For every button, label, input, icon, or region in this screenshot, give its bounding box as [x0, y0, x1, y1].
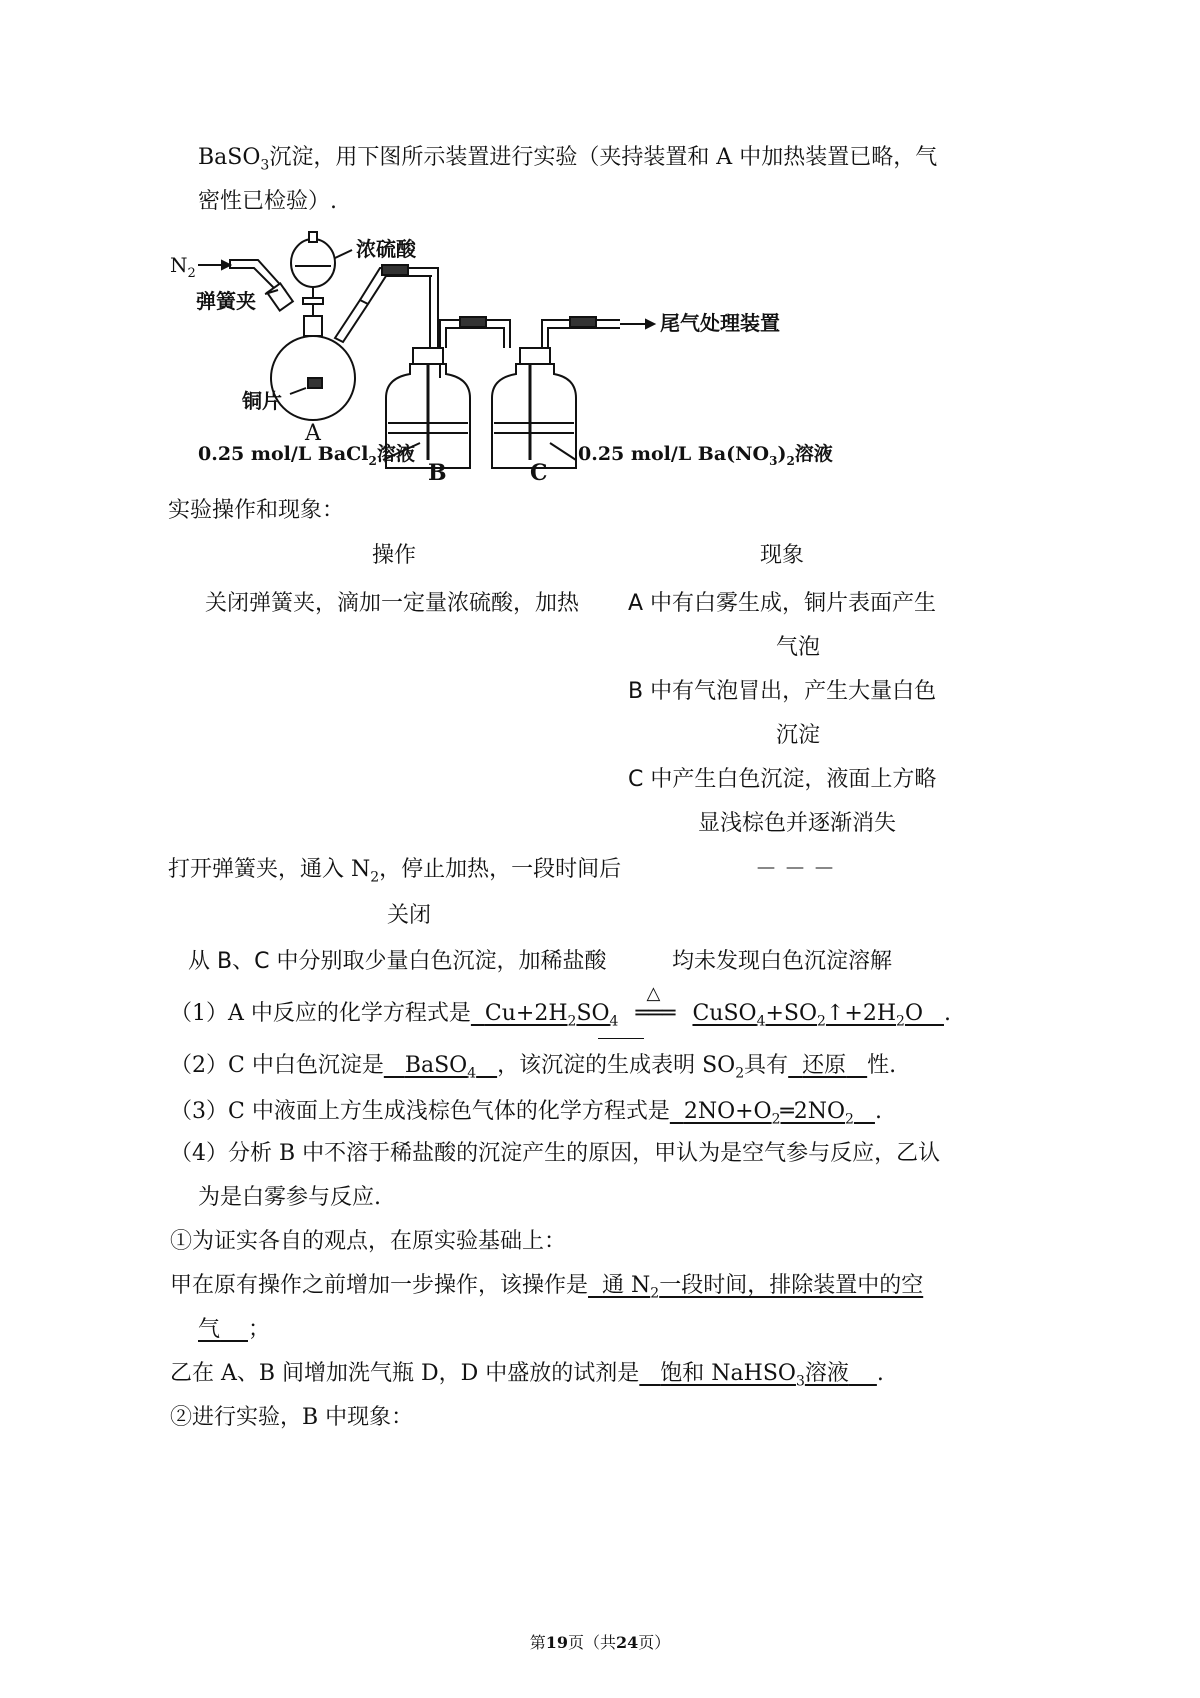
n2-label: $N_2$ — [170, 253, 196, 281]
c-solution-label: 0.25 mol/L $Ba(NO_3)_2$溶液 — [578, 443, 833, 468]
question-4-1-jia-cont: 气 ； — [198, 1317, 271, 1342]
phenomenon-2b: 沉淀 — [776, 723, 821, 748]
bottle-c-stopper — [520, 348, 550, 364]
question-4-1-yi: 乙在 A、B 间增加洗气瓶 D，D 中盛放的试剂是 饱和 NaHSO$_3$溶液 . — [170, 1361, 884, 1390]
b-label: B — [428, 460, 447, 486]
operation-3: 从 B、C 中分别取少量白色沉淀，加稀盐酸 — [188, 949, 607, 974]
b-solution-label: 0.25 mol/L BaCl$_2$溶液 — [198, 443, 415, 468]
phenomenon-5: 均未发现白色沉淀溶解 — [672, 949, 893, 974]
tail-arrowhead — [646, 320, 654, 328]
equation-underline-extra — [598, 1038, 644, 1039]
page-footer: 第19页（共24页） — [529, 1633, 671, 1652]
question-4-1-line-1: ①为证实各自的观点，在原实验基础上： — [170, 1229, 567, 1254]
apparatus-diagram — [170, 228, 890, 540]
question-2: （2）C 中白色沉淀是 BaSO$_4$ ，该沉淀的生成表明 $SO_2$具有 还原 性. — [170, 1053, 897, 1082]
table-intro: 实验操作和现象： — [168, 498, 345, 523]
phenomenon-4: － － － — [755, 857, 835, 882]
answer-2a: BaSO$_4$ — [404, 1053, 477, 1082]
rubber-joint-3 — [570, 317, 596, 327]
copper-label: 铜片 — [242, 389, 282, 413]
n2-arrowhead — [222, 261, 230, 269]
acid-label: 浓硫酸 — [356, 237, 416, 261]
phenomenon-1a: A 中有白雾生成，铜片表面产生 — [628, 591, 937, 616]
copper-piece — [308, 378, 322, 388]
phenomenon-3a: C 中产生白色沉淀，液面上方略 — [628, 767, 937, 792]
phenomenon-2a: B 中有气泡冒出，产生大量白色 — [628, 679, 937, 704]
phenomenon-1b: 气泡 — [776, 635, 821, 660]
heat-condition: △ ═══ — [635, 983, 676, 1026]
operation-2a: 打开弹簧夹，通入 $N_2$，停止加热，一段时间后 — [168, 857, 622, 886]
question-4-2: ②进行实验，B 中现象： — [170, 1405, 414, 1430]
question-1: （1）A 中反应的化学方程式是 $Cu+2H_2SO_4$ △ ═══ $CuSO_4+SO_2↑+2H_2O$ . — [170, 983, 951, 1030]
clamp-label: 弹簧夹 — [196, 289, 256, 313]
stopcock — [303, 298, 323, 304]
question-4-line-2: 为是白雾参与反应. — [198, 1185, 381, 1210]
right-neck — [335, 300, 368, 342]
bottle-b-stopper — [413, 348, 443, 364]
answer-1: $Cu+2H_2SO_4$ △ ═══ $CuSO_4+SO_2↑+2H_2O$ — [484, 983, 923, 1030]
rubber-joint-2 — [460, 317, 486, 327]
header-operation: 操作 — [372, 543, 417, 568]
question-4-line-1: （4）分析 B 中不溶于稀盐酸的沉淀产生的原因，甲认为是空气参与反应，乙认 — [170, 1141, 941, 1166]
answer-4-jia-cont: 气 — [198, 1317, 221, 1342]
separatory-funnel — [291, 239, 335, 287]
c-label: C — [530, 460, 548, 486]
header-phenomenon: 现象 — [760, 543, 805, 568]
rubber-joint-1 — [382, 265, 408, 275]
operation-2b: 关闭 — [387, 903, 432, 928]
question-3: （3）C 中液面上方生成浅棕色气体的化学方程式是 $2NO+O_2═2NO_2$ . — [170, 1099, 882, 1128]
phenomenon-3b: 显浅棕色并逐渐消失 — [698, 811, 897, 836]
tail-label: 尾气处理装置 — [660, 311, 780, 335]
question-4-1-jia: 甲在原有操作之前增加一步操作，该操作是 通 $N_2$一段时间，排除装置中的空 — [170, 1273, 924, 1302]
answer-2b: 还原 — [802, 1053, 847, 1078]
left-neck-stopper — [267, 283, 293, 310]
intro-line-2: 密性已检验）. — [198, 189, 337, 214]
flask-a-label: A — [305, 421, 321, 446]
answer-3: $2NO+O_2═2NO_2$ — [683, 1099, 854, 1128]
answer-4-yi: 饱和 NaHSO$_3$溶液 — [660, 1361, 849, 1390]
intro-line-1: BaSO$_3$沉淀，用下图所示装置进行实验（夹持装置和 A 中加热装置已略，气 — [198, 145, 938, 174]
answer-4-jia: 通 $N_2$一段时间，排除装置中的空 — [602, 1273, 924, 1302]
operation-1: 关闭弹簧夹，滴加一定量浓硫酸，加热 — [205, 591, 580, 616]
